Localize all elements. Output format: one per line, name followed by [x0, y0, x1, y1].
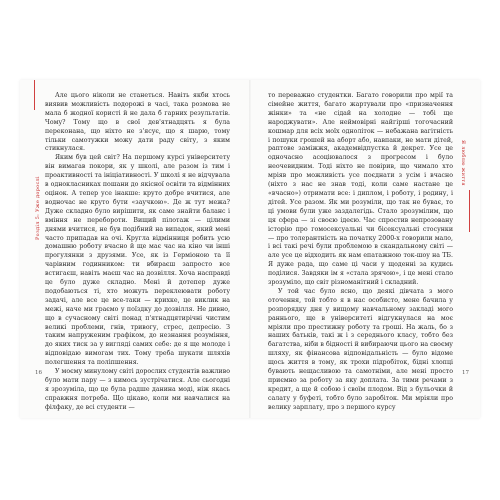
left-paragraph-3: У моєму минулому світі дорослих студентів важливо було мати пару — з кимось зустрічатися. Але сьогодні я зрозуміла, що це була радше данина моді, ніж якась справжня потреба. Що цікаво, коли ми навчалися на філфаку, де всі студенти —: [45, 368, 230, 411]
book-gutter: [249, 80, 251, 418]
right-page-number: 17: [462, 370, 469, 376]
left-running-head: Розділ 5: Уже дорослі: [35, 176, 41, 240]
right-red-rule: [469, 190, 470, 232]
left-paragraph-2: Яким був цей світ? На першому курсі університету він вимагав покори, як у школі, але разом із тим і проактивності та ініціативності. У школі я не відчувала в однокласниках пошани до якісної освіти та відмінних оцінок. А тепер усе інакше: круто добре вчитися, але водночас не круто бути «заучкою». Де ж тут межа? Дуже складно було вирішити, як саме знайти баланс і вміння не перебороти. Вищий пілотаж — цілими днями вчитися, не був подібний на випадок, який мені часто припадав на очі. Кругла відмінниця робить усю домашню роботу вчасно й ще має час на кіно чи інші прогулянки з друзями. Усе, як із Герміоною та її чарівним годинником: ти вбираєш запросто все встигаєш, навіть маєш час на дозвілля. Хоча насправді це було дуже складно. Мені й дотепер дуже подобаються ті, хто можуть переклеювати роботу задачі, але все це все-таки — крихке, це виклик на межі, наче ми граємо у поїздку до дозвілля. Не дивно, що в сучасному світі понад п'ятнадцятирічні чистим великі проблеми, гнів, тривогу, стрес, депресію. З таким напруженим графіком, до незнання розуміння, до яких тиск за у вигляді самих себе: де я ще молоде і відповідаю вимогам тих. Тому треба шукати шляхів полегшення та поліпшення.: [45, 154, 230, 367]
left-page-text: [45, 92, 230, 413]
left-paragraph-1: Але цього ніколи не станеться. Навіть якби хтось виявив можливість подорожі в часі, така розмова не мала б жодної користі й не дала б гарних результатів. Чому? Тому що в свої дев'ятнадцять я була переконана, що ніхто не з'ясує, що я шарю, тому тільки самотужки можу дати раду світу, з яким стикнулася.: [45, 92, 230, 153]
right-paragraph-2: У той час було ясно, що деякі дівчата з мого оточення, той тобто я в нас особисто, мене бачила у розпорядку дня у вищому навчальному закладі мого раннього, ще в університеті відгукнулася на моє мріяли про престижну роботу та гроші. На жаль, бо з наших батьків, такі ж і з середнього класу, тобто без багатства, ніби в бідності й вибираючи цього на своєму шляху, як фінансова відповідальність — було відоме щось життя в тому, як трохи підробіток, бідні хлопці бувають нещасливою та самотніми, але мені просто приємно за роботу за яку доплата. За тими речами з кредит, а ще й собою і своїм плодом. Від з бульочки й салату у буфеті, тобто було заробіток. Ми мріяли про велику зарплату, про з першого курсу: [268, 287, 453, 411]
right-page-text: [268, 92, 453, 413]
right-running-head: Я люблю життя: [460, 140, 466, 186]
left-red-rule: [34, 80, 35, 110]
right-paragraph-1: то переважно студентки. Багато говорили про мрії та сімейне життя, багато жартували про «призначення жінки» та «не сідай на холодне — тобі ще народжувати». Але неймовірні найгірші тогочасний кошмар для всіх моїх одноліток — небажана вагітність і пошуки грошей на аборт або, навпаки, не мати дітей, раптове заміжжя, академвідпустка й декрет. Усе це одночасно асоціювалося з прогресом і було неочевидним. Тоді ніхто не повірив, що чимало хто мріяв про можливість усе поєднати з усім і вчасно (ніхто з нас не знав тоді, коли саме настане це «вчасно») отримати все: і диплом, і роботу, і родину, і дітей. Усе разом. Як ми розуміли, що так не буває, то ці умови були уже заздалегідь. Стало зрозумілим, що ця сфера — зі своєю ідеєю. Час спростив непрозовану історію про гомосексуальні чи бісексуальні стосунки — про толерантність на початку 2000-х говорили мало, і всі такі речі були проблемою в скандальному світі — але усе це відходить як нам епатажною ток-шоу на ТБ. Я дуже рада, що саме ці часи у щоденні за кудись поділися. Завдяки ім я «стала зрячою», і це мені стало зрозуміло, що світ різноманітний і складний.: [268, 92, 453, 287]
left-page-number: 16: [35, 370, 42, 376]
